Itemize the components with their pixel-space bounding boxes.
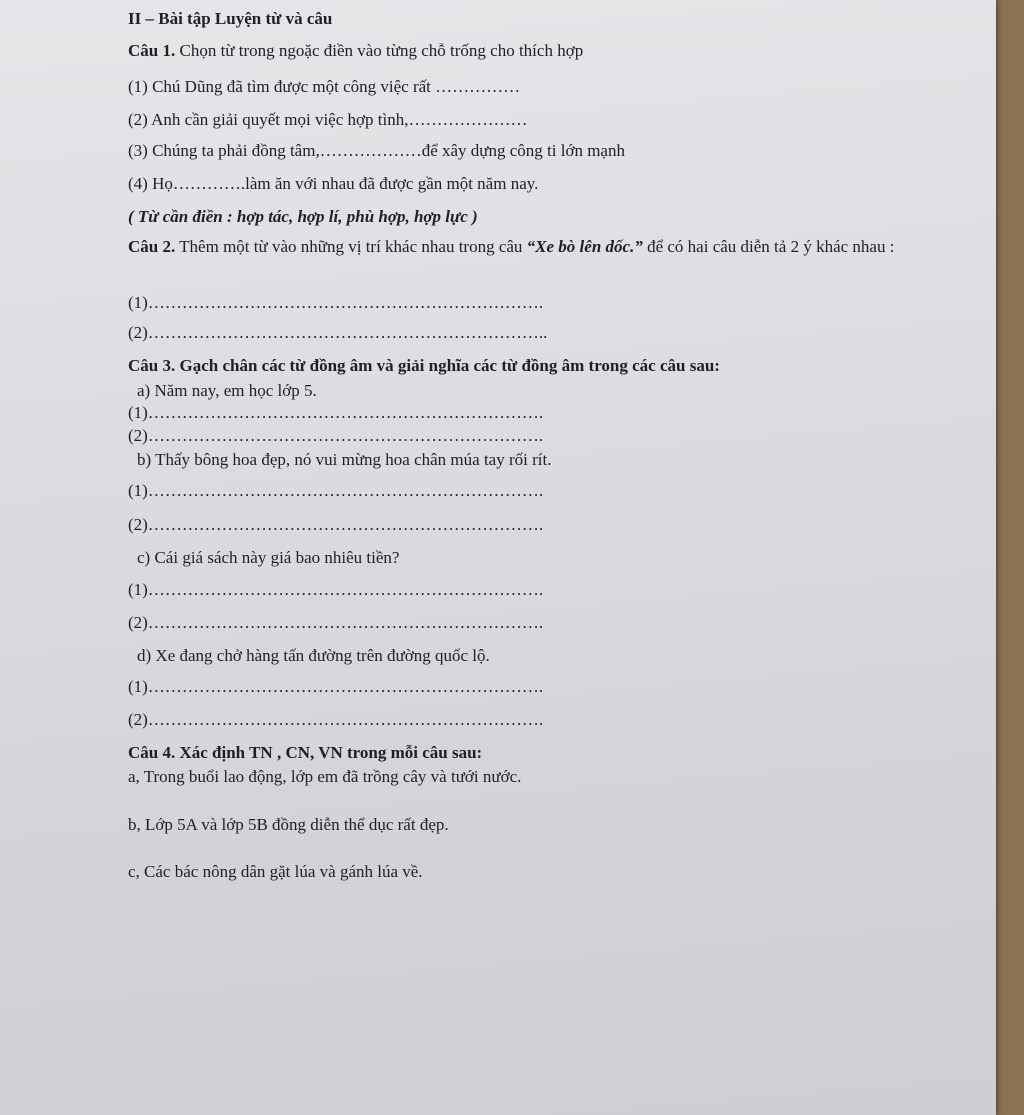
q1-label: Câu 1. xyxy=(128,41,176,60)
q3c-blank-2: (2)……………………………………………………………. xyxy=(128,613,544,632)
q3-sentence-b: b) Thấy bông hoa đẹp, nó vui mừng hoa chân múa tay rối rít. xyxy=(137,450,552,469)
q1-item-1: (1) Chú Dũng đã tìm được một công việc rất …………… xyxy=(128,77,521,96)
q3a-blank-2: (2)……………………………………………………………. xyxy=(128,426,544,445)
q1-item-3: (3) Chúng ta phải đồng tâm,………………để xây dựng công ti lớn mạnh xyxy=(128,141,625,160)
q4-sentence-c: c, Các bác nông dân gặt lúa và gánh lúa về. xyxy=(128,862,423,881)
q3a-blank-1: (1)……………………………………………………………. xyxy=(128,403,544,422)
q2-prompt xyxy=(128,235,908,259)
q3-sentence-a: a) Năm nay, em học lớp 5. xyxy=(137,381,317,400)
q1-item-4: (4) Họ………….làm ăn với nhau đã được gần một năm nay. xyxy=(128,174,539,193)
section-title: II – Bài tập Luyện từ và câu xyxy=(128,9,333,28)
q2-prompt-after: để có hai câu diễn tả 2 ý khác nhau : xyxy=(642,237,895,256)
q4-sentence-a: a, Trong buổi lao động, lớp em đã trồng cây và tưới nước. xyxy=(128,767,522,786)
q1-prompt-text: Chọn từ trong ngoặc điền vào từng chỗ trống cho thích hợp xyxy=(175,41,584,60)
q1-item-2: (2) Anh cần giải quyết mọi việc hợp tình,………………… xyxy=(128,110,528,129)
q2-prompt-before: Thêm một từ vào những vị trí khác nhau trong câu xyxy=(175,237,527,256)
q1-prompt xyxy=(128,41,583,61)
q3d-blank-1: (1)……………………………………………………………. xyxy=(128,677,544,696)
q2-quote: “Xe bò lên dốc.” xyxy=(526,237,643,256)
q3b-blank-1: (1)……………………………………………………………. xyxy=(128,481,544,500)
q3d-blank-2: (2)……………………………………………………………. xyxy=(128,710,544,729)
q3-title: Câu 3. Gạch chân các từ đồng âm và giải nghĩa các từ đồng âm trong các câu sau: xyxy=(128,356,720,375)
q2-blank-1: (1)……………………………………………………………. xyxy=(128,293,544,312)
q4-title: Câu 4. Xác định TN , CN, VN trong mỗi câu sau: xyxy=(128,743,483,762)
q3-sentence-d: d) Xe đang chở hàng tấn đường trên đường quốc lộ. xyxy=(137,646,490,665)
q1-hint: ( Từ cần điền : hợp tác, hợp lí, phù hợp, hợp lực ) xyxy=(128,207,478,226)
q3-sentence-c: c) Cái giá sách này giá bao nhiêu tiền? xyxy=(137,548,400,567)
q2-label: Câu 2. xyxy=(128,237,176,256)
q2-blank-2: (2)…………………………………………………………….. xyxy=(128,323,548,342)
q4-sentence-b: b, Lớp 5A và lớp 5B đồng diễn thể dục rất đẹp. xyxy=(128,815,449,834)
q3b-blank-2: (2)……………………………………………………………. xyxy=(128,515,544,534)
q3c-blank-1: (1)……………………………………………………………. xyxy=(128,580,544,599)
